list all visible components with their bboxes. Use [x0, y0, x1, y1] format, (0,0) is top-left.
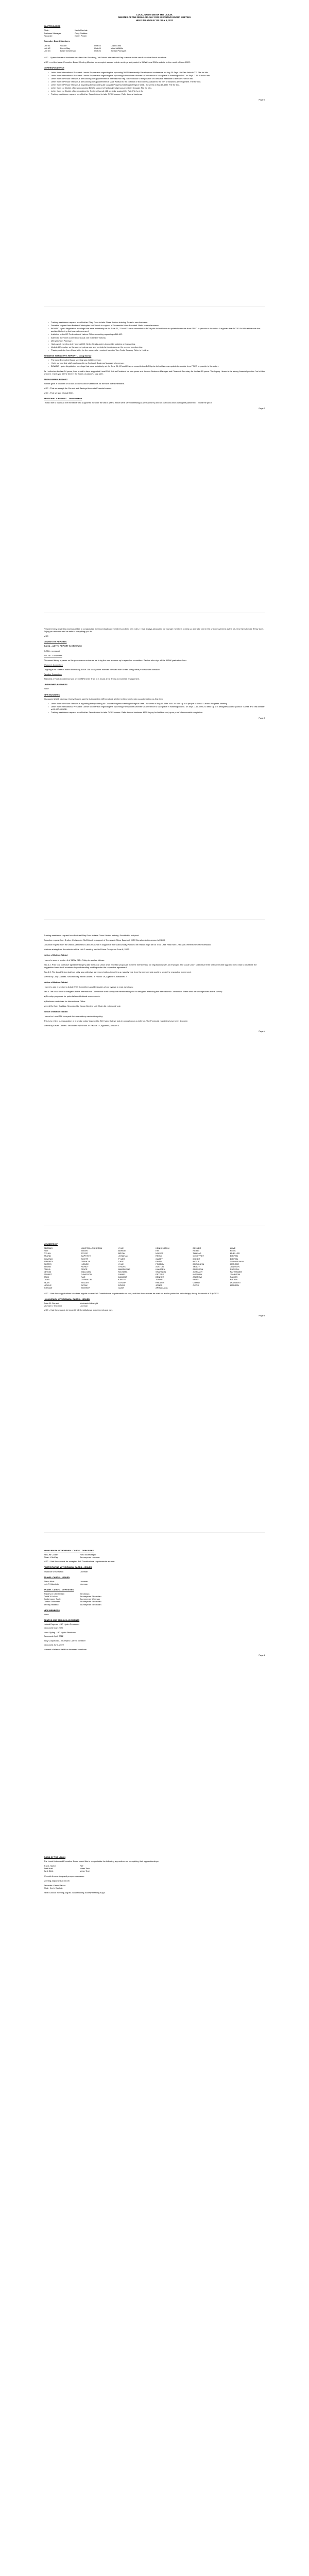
page-number: Page 1 — [259, 98, 265, 101]
member-name: DORIS — [118, 1283, 125, 1286]
travel-issued-heading: TRAVEL CARDS – ISSUED — [44, 1575, 70, 1579]
member-trade: Meter Tech — [80, 1870, 90, 1873]
member-name: GEOFFREY — [193, 1255, 204, 1258]
treasurer-heading: TREASURER'S REPORT — [44, 378, 68, 381]
officer-name: Karen Parker — [75, 34, 87, 37]
motion-intro: I move for Local 258 to repeal their mandatory vaccination policy. — [44, 1014, 104, 1018]
list-item: • Letter from IVP Russ Shewchuk announcing the appointment of Mark Watson to the position of Executive Assistant to the IVP of Business Development. File for info. — [48, 80, 265, 83]
motion-intro: I move to amend section 4 of IBEW 258's Policy to read as follows: — [44, 958, 105, 961]
unfinished-heading: UNFINISHED BUSINESS — [44, 683, 68, 686]
member-name: LAMPSON-GUNESON — [81, 1247, 102, 1250]
member-trade: Journeyman Electrician — [80, 1600, 101, 1603]
member-name: FORDRY — [156, 1262, 164, 1265]
officer-role: Business Manager: — [44, 31, 62, 35]
member-name: CUNNINGHAM — [230, 1260, 245, 1263]
member-name: JONES — [156, 1283, 163, 1286]
member-name: PAULA — [44, 1267, 50, 1270]
member-name: DEVON — [44, 1270, 52, 1274]
member-name: LOVE — [230, 1247, 236, 1250]
member-name: MERCER — [230, 1262, 239, 1265]
member-name: JORDANY — [193, 1270, 203, 1274]
president-line: MSC — [44, 635, 48, 638]
member-name: CAREY — [156, 1257, 163, 1260]
member-trade: Lineman — [80, 1570, 88, 1573]
officer-list — [44, 29, 265, 37]
member-name: ROY — [44, 1249, 48, 1252]
member-name: JANSSEN — [230, 1265, 240, 1268]
unfinished-text: None — [44, 687, 49, 690]
member-name: JORDAN — [44, 1286, 53, 1289]
death-date: Deceased April, 2022 — [44, 1635, 64, 1638]
new-business-heading: NEW BUSINESS — [44, 693, 60, 696]
member-name: Bradley G Christensen — [44, 1592, 65, 1596]
paragraph: Training assistance request from Brother Riley Ross to take Class II driver training. Provided to recipient. — [44, 934, 140, 937]
death-name: Jody Colquhoun – BC Hydro Current Member — [44, 1639, 85, 1642]
member-name: QUAN — [118, 1286, 125, 1289]
exec-name: Jordan Plonsgart — [111, 49, 127, 53]
member-name: BROWN — [230, 1255, 238, 1258]
member-name: DYLAN — [44, 1252, 51, 1255]
page-4 — [44, 920, 265, 1226]
member-name: RAMOS — [230, 1276, 238, 1279]
member-name: DANA — [44, 1278, 50, 1281]
membership-heading: MEMBERSHIP — [44, 1243, 58, 1245]
list-item: • Updated Executive on the current grievances and provided a breakdown on the current membership. — [48, 346, 265, 348]
member-name: GERRATIN — [81, 1278, 92, 1281]
member-trade: Field Storekeeper — [80, 1553, 96, 1556]
motion-vote: Moved by Kevan Daniels. Seconded by D.Ross. In Favour 12, Against 5, Abstain 3. — [44, 1024, 120, 1027]
list-item: • Had a work meeting to try and get BC Hydro Headquarters to provide updates on bargaining. — [48, 343, 265, 345]
member-name: BROWN — [230, 1257, 238, 1260]
member-name: MANSEN — [230, 1283, 239, 1286]
list-item — [44, 1870, 265, 1872]
motion-vote: Moved By Cody Gaddas. Seconded by Kevan Daniels Unit Chair did not record vote. — [44, 1004, 122, 1007]
membership-note: MSC – that these applications take their regular course if all Constitutional requirements are met, and that these names be read out and/or posted on website/app during the month of July 2022. — [44, 1292, 219, 1295]
member-name: RUSSELL — [230, 1267, 239, 1270]
member-name: KAYLEE — [118, 1278, 126, 1281]
member-name: Kels JM Coulter — [44, 1553, 59, 1556]
opening-paragraph: MSC – not the issue. Executive Board Meeting Minutes be accepted as read out at meetings and posted to IBEW Local 258's website in the month of June 2022. — [44, 61, 191, 64]
member-name: BRAND — [44, 1255, 52, 1258]
member-name: JOHAHAN — [118, 1255, 128, 1258]
member-name: CURTIS — [44, 1262, 52, 1265]
paragraph: Donation request from the Vancouver District Labour Council in support of their Labour Day Picnic to be held on Sept 5th at Trout Lake Park from 12 to 4pm. Refer for more information. — [44, 943, 212, 946]
page-5 — [44, 1226, 265, 1533]
member-trade: Journeyman Wireman — [80, 1598, 100, 1601]
member-name: BAPTISTE — [81, 1255, 91, 1258]
member-name: TYLER — [118, 1257, 125, 1260]
committee-text: Attended a Youth Conference put on by IBEW 230. Train in a broad area. Trying to increase engagement. — [44, 677, 140, 681]
member-trade: Meter Tech — [80, 1867, 90, 1870]
member-name: FAT — [156, 1249, 160, 1252]
exec-name: Mike McMillin — [111, 47, 123, 50]
list-item: • Thank you letter from Ciara Miller for the money she received from the Tom Fortin Bursary. Refer to Hotline. — [48, 349, 265, 351]
member-name: Brian EL Dorand — [44, 1302, 59, 1305]
member-name: TRACY — [193, 1265, 200, 1268]
member-trade: Journeyman Electrician — [80, 1603, 101, 1606]
list-item: • Letter from IVP Russ Shewchuk regarding the upcoming All Canada Progress Meeting in Regina Sask., the week of Aug 15-18th. MSC to take up to 8 people to the All Canada Progress Meeting. — [48, 702, 265, 705]
membership-grid — [44, 1247, 265, 1289]
list-item: • Met with Tom Paterson. — [48, 340, 265, 342]
member-name: DAMARA — [118, 1276, 127, 1279]
member-name: REIHN — [193, 1249, 199, 1252]
member-name: KENNINGTON — [156, 1247, 169, 1250]
correspondence-heading: CORRESPONDENCE — [44, 66, 64, 70]
member-name: PRICE — [81, 1267, 88, 1270]
list-item: • Donation request from Brother Christopher McClintock in support of Oceanside Minor Baseball. Refer to new business. — [48, 324, 265, 327]
list-item — [44, 1570, 265, 1573]
motion-intro: I move to add a section to Article V(1) Committees and Delegates of our bylaws to read as follows: — [44, 986, 133, 989]
member-name: RAE — [81, 1276, 85, 1279]
member-name: MILLIGAN — [81, 1270, 91, 1274]
member-name: Travis Hoebe — [44, 1865, 56, 1868]
list-item: • Training assistance request from Brother Riley Ross to take Class II driver training. Refer to new business. — [48, 321, 265, 324]
motion-text: b) Endorse candidates for International Office. — [44, 999, 86, 1003]
list-item: • Letter from IVP Russ Shewchuk announcing the appointment of International Rep. Mike vdBoss to the position of Executive Assistant to the IVP. File for info. — [48, 77, 265, 80]
member-name: NORMAN — [193, 1273, 202, 1276]
list-item: • I held our monthly staff meeting with my Assistant Business Managers in person. — [48, 362, 265, 364]
motion-text: Sec.4.3. The Local Union shall not ratify any collective agreement without receiving a majority vote from the membership working under the respective agreement. — [44, 970, 192, 973]
member-name: RHODES — [156, 1281, 165, 1284]
member-name: JOHNSON — [230, 1273, 241, 1276]
member-name: JOYCE — [81, 1252, 88, 1255]
list-item: • Training assistance request from Brother Sean Koland to take OFA 2 course. Refer to new business. MSC to pay for half the cost, upon proof of successful completion. — [48, 711, 265, 714]
paragraph: Motions arising from the minutes of the Unit 2 meeting held in Prince George on June 8, 2022. — [44, 948, 130, 951]
president-heading: PRESIDENT'S REPORT – Dave McMinn — [44, 397, 82, 400]
recorder-signature: Recorder: Karen Parker — [44, 1884, 66, 1887]
member-name: NICOLE — [44, 1283, 52, 1286]
death-date: Deceased June, 2022 — [44, 1643, 64, 1646]
exec-name: Vacant — [60, 44, 67, 47]
committee-text: Ongoing fund raiser of bottle drive using IBEW 258 local phone number. Involved with United Way partial process with donation. — [44, 668, 160, 671]
motion-text: a) Develop proposals for potential constitutional amendments. — [44, 995, 100, 998]
member-name: Brett Hoel — [44, 1867, 53, 1870]
member-name: TAYLOR — [118, 1281, 127, 1284]
list-item — [44, 1304, 265, 1307]
member-name: GRANT — [193, 1281, 200, 1284]
member-name: PATTENDEN — [230, 1270, 243, 1274]
member-name: NORDY — [81, 1265, 89, 1268]
member-name: NADON — [230, 1278, 238, 1281]
opening-paragraph: MSC - Opened order of business for Adam Van Steinburg, 1st District International Rep to swear in the new Executive Board members. — [44, 56, 167, 59]
page-2 — [44, 307, 265, 613]
hw-deposited-heading: HONOURARY WITHDRAWAL CARDS – DEPOSITED — [44, 1549, 94, 1552]
title-line-3: HELD IN LANGLEY ON JULY 5, 2022 — [136, 19, 173, 22]
member-name: ANDREW — [193, 1276, 202, 1279]
member-name: MEIER — [81, 1249, 88, 1252]
member-name: Michael C Tenpenni — [44, 1304, 62, 1308]
member-name: PETERS — [156, 1273, 164, 1276]
member-name: SCOTT — [81, 1257, 88, 1260]
member-name: DOMINIC — [44, 1257, 53, 1260]
new-members-heading: NEW MEMBERS — [44, 1608, 60, 1612]
member-trade: Lineman — [80, 1582, 88, 1585]
page-3 — [44, 613, 265, 920]
exec-unit: Unit #5 — [94, 47, 101, 50]
cards-note: MSC – that these cards be issued if all Constitutional requirements are met. — [44, 1309, 113, 1312]
bm-report-list — [48, 359, 265, 367]
member-name: NOISES — [156, 1252, 164, 1255]
death-entry — [44, 1639, 265, 1646]
member-name: KYLE — [118, 1247, 124, 1250]
member-name: KAYLA — [193, 1260, 199, 1263]
member-name: HODGE — [81, 1262, 89, 1265]
good-of-union-thanks: We wish them a long and prosperous career. — [44, 1874, 85, 1877]
list-item: • Letter from 1st District office regarding the System Council #11 on strike against CN Rail. File for info. — [48, 90, 265, 92]
member-name: BROOKLYN — [193, 1262, 204, 1265]
death-name: Leland Engman – BC Hydro Pensioner — [44, 1622, 79, 1625]
motion-text: Sec.3 The local union's delegates to the International Convention shall survey the membership prior to delegates attending the International Convention. There shall be two objectives to the survey: — [44, 990, 222, 993]
member-name: ABRAMS — [44, 1247, 53, 1250]
member-name: SHANNON — [156, 1270, 166, 1274]
exec-name: Brian Gieserman — [60, 49, 76, 53]
member-name: TEGAN — [44, 1265, 51, 1268]
member-name: DOUMONT — [230, 1281, 241, 1284]
page-1 — [44, 0, 265, 307]
member-name: Curtis Lowry Scott — [44, 1598, 61, 1601]
member-trade: Electrician — [80, 1592, 90, 1596]
new-business-list — [48, 702, 265, 714]
member-name: Clinton Grinshead — [44, 1600, 61, 1603]
member-name: JEFFREY — [44, 1260, 53, 1263]
member-trade: Lineman — [80, 1304, 88, 1308]
new-business-text: Discussed Unit 1 vacancy. Corey Higgins said he is interested. Will send out a letter inviting him to join us and meeting as first item. — [44, 697, 164, 700]
president-line: I would like to thank all the members who supported me over the last 4 years, which were very interesting as we had to try and run our local union during the pandemic. I found the job of — [44, 401, 212, 404]
member-name: JACK — [44, 1276, 49, 1279]
adjourn-time: Meeting adjourned at: 16:05 — [44, 1879, 70, 1882]
list-item: • Letter from International President Lonnie Stephenson regarding the upcoming International Women's Conference to take place in Washington D.C. on Sept. 7-10. File for Info. — [48, 74, 265, 77]
good-of-union-text: The Local Union and Executive Board would like to congratulate the following apprentices on completing their apprenticeships: — [44, 1860, 159, 1863]
page-number: Page 5 — [259, 1314, 265, 1317]
document — [44, 0, 265, 2145]
member-name: TRAVIS — [118, 1265, 126, 1268]
title-line-2: MINUTES OF THE REGULAR JULY 2022 EXECUTIVE BOARD MEETING — [118, 16, 191, 19]
new-members-text: None — [44, 1613, 49, 1616]
motion-vote: Moved By Cody Gaddas. Seconded by Kevin Daniels. In Favour 19, Against 0, Abstained 2. — [44, 975, 128, 978]
deaths-heading: DEATHS AND SERIOUS ACCIDENTS — [44, 1618, 80, 1621]
treasurer-line: MSC - That we pay Mutual Billet. — [44, 392, 74, 395]
member-name — [230, 1283, 265, 1289]
death-entry — [44, 1623, 265, 1629]
exec-unit: Unit #1 — [44, 44, 50, 47]
member-name: David V Kr Lee — [44, 1595, 58, 1598]
hw-issued-heading: HONOURARY WITHDRAWAL CARDS – ISSUED — [44, 1297, 90, 1300]
death-date: Deceased May, 2022 — [44, 1626, 63, 1630]
member-name: BEHLER — [193, 1247, 201, 1250]
paragraph: Donation request from Brother Christopher McClintock in support of Oceanside Minor Baseball. MSC Donation in the amount of $500. — [44, 939, 166, 942]
member-name: GEOS — [193, 1283, 199, 1286]
member-name: STUART — [44, 1273, 52, 1276]
list-item: • BKW/BC Hydro Negotiation meetings that were tentatively set for June 21, 22 and 23 were cancelled as BC Hydro did not have an updated mandate from PSEC to provide to the union. It appears that BCGEU's 99% strike vote has assisted in having that mandate renewed. — [48, 327, 265, 332]
member-name: DUNEZ — [193, 1257, 200, 1260]
member-name: Luis R Valentain — [44, 1582, 59, 1585]
member-name: DAVIDSON — [81, 1273, 92, 1276]
committee-label: JLATA – A&TTC REPORT for IBEW 258 — [44, 645, 82, 648]
officer-name: Kevin Duchak — [75, 29, 88, 32]
member-name: Jeremy Hillsend — [44, 1603, 59, 1606]
committee-heading: COMMITTEE REPORTS — [44, 640, 67, 643]
list-item: • Attended the Youth Conference Local 230 hosted in Victoria. — [48, 336, 265, 339]
list-item: • Invitation to the BC Federation of Labour Officers meeting regarding a Bill 400. — [48, 333, 265, 335]
list-item — [44, 1583, 265, 1585]
motion-text: Sec.4.2. Prior to a collective agreement expiry date the Local Union shall entertain proposals from the membership for negotiations with an employer. The Local Union shall utilize their website/mobile app and the e-mail to distribute the suggestion forms to all members in good standing working under the respective agreement. — [44, 963, 257, 969]
list-item: • Letter from 1st District office announcing IBEW's support of National Indigenous month in Canada. File for info. — [48, 87, 265, 89]
list-item: • The June Executive Board Meeting was held in person. — [48, 359, 265, 361]
officer-name: Cody Gaddas — [75, 31, 88, 35]
officer-row — [44, 35, 265, 37]
member-name: REES — [230, 1249, 236, 1252]
page-number: Page 2 — [259, 407, 265, 410]
member-name: KYLE — [118, 1262, 124, 1265]
exec-heading: Executive Board Members: — [44, 39, 71, 42]
member-name: DANIEL — [118, 1273, 126, 1276]
member-name: TUNNELL — [156, 1278, 165, 1281]
member-name: REHLY — [156, 1255, 163, 1258]
list-item: • BKW/BC Hydro Negotiation meetings that were tentatively set for June 21, 22 and 23 were cancelled as BC Hydro did not have an updated mandate from PSEC to provide to the union. — [48, 365, 265, 367]
death-name: Hans Opting – BC Hydro Pensioner — [44, 1631, 77, 1634]
correspondence-list — [48, 71, 265, 96]
bm-report-closing: As I reflect on the last 24 years, I am proud to have supported Local 258; first as President for nine years and then as Business Manager and Financial Secretary for the last 15 years. The legacy I leave is the strong financial position I've left the union in. I wish you all the best in the future, as always, stay safe. — [44, 369, 265, 375]
list-item: • Letter from IVP Russ Shewchuk regarding the upcoming All Canada Progress Meeting in Regina Sask., the week of Aug 15-18th. File for info. — [48, 83, 265, 86]
member-trade: Mechanic-Millwright — [80, 1302, 98, 1305]
exec-unit: Unit #2 — [44, 47, 50, 50]
member-name: BOWKER — [81, 1286, 91, 1289]
treasurer-line: Bonnie gave a rundown of all our accounts and investments for the new board members. — [44, 382, 125, 385]
member-name: SCOW — [81, 1283, 88, 1286]
page-7 — [44, 1839, 265, 2145]
document-title — [44, 13, 265, 22]
member-name: MADELEINE — [118, 1267, 130, 1270]
exec-grid — [44, 44, 265, 52]
page-6 — [44, 1533, 265, 1839]
member-name: ARRIAGADA — [156, 1286, 168, 1289]
member-name: MICHAEL — [118, 1270, 128, 1274]
member-name: MUELLER — [230, 1252, 240, 1255]
committee-label: JETTBC Committee — [44, 654, 62, 657]
treasurer-line: MSC - That we accept the Current and Savings Accounts Financial control. — [44, 386, 112, 389]
motion-heading: Notice of Motion: Tabled — [44, 1010, 68, 1013]
president-line: President very rewarding and would like to congratulate the incoming board members on their new roles. I have always advocated for younger members to step up and take part in the union movement as the future is theirs to lose if they don't. Enjoy your summer and be safe in everything you do. — [44, 628, 264, 633]
member-name: BRYAN — [118, 1252, 126, 1255]
motion-text: This is to reflect our separation of a similar policy imposed by BC Hydro that we took in opposition as a defence. The Provincial mandates have been dropped. — [44, 1019, 188, 1022]
page-number: Page 6 — [259, 1653, 265, 1656]
member-name — [193, 1283, 228, 1289]
member-name: BRANDON — [193, 1267, 203, 1270]
bm-report-heading: BUSINESS MANAGER'S REPORT – Doug McKay — [44, 354, 92, 358]
list-item: • Training assistance request from Brother Sean Koland to take OFA 2 course. Refer to new business. — [48, 93, 265, 95]
officer-role: Chair: — [44, 29, 49, 32]
list-item: • Letter from International President Lonnie Stephenson regarding the upcoming 2022 Membership Development conference on Aug 30-Sept 1 in San Antonio TX. File for Info. — [48, 71, 265, 74]
title-line-1: LOCAL UNION 258 OF THE I.B.E.W. — [136, 13, 173, 16]
pwc-heading: PARTICIPATING WITHDRAWAL CARDS – ISSUED — [44, 1566, 92, 1569]
member-name: BENNER — [156, 1276, 164, 1279]
list-item: • Letter from International President Lonnie Stephenson regarding the upcoming International Women's Conference to take place in Washington D.C. on Sept. 7-10. MSC to send up to 4 delegates and to sponsor "Coffee and Tea Breaks" at $1000.00 USD. — [48, 705, 265, 710]
exec-name: Derek May — [60, 47, 71, 50]
member-name: Stuart L McKay — [44, 1556, 58, 1559]
exec-name: Lloyd Clark — [111, 44, 122, 47]
attendance-heading: IN ATTENDANCE — [44, 25, 61, 28]
list-item — [44, 1603, 265, 1606]
member-trade: Journeyman Electrician — [80, 1595, 101, 1598]
member-name: BERNIE — [118, 1249, 126, 1252]
member-trade: PLT — [80, 1865, 84, 1868]
chair-signature: Chair: Kevin Duchak — [44, 1886, 63, 1889]
page-number: Page 4 — [259, 1030, 265, 1033]
member-name: EWELL — [156, 1260, 163, 1263]
committee-label: Resolve Committee — [44, 673, 62, 676]
committee-text: JLATA - no report — [44, 649, 60, 652]
next-meeting: Next E-Board meeting August 3 and Holding Society meeting Aug 4 — [44, 1891, 106, 1894]
member-name: Janit Stibit — [44, 1870, 54, 1873]
exec-unit: Unit #6 — [94, 49, 101, 53]
member-name: Shannon W Sewchuk — [44, 1570, 64, 1573]
travel-deposited-heading: TRAVEL CARDS – DEPOSITED — [44, 1588, 74, 1591]
committee-label: Women's Committee — [44, 663, 63, 666]
moment-of-silence: Moment of silence held for deceased members. — [44, 1648, 88, 1651]
death-entry — [44, 1631, 265, 1637]
officer-role: Recorder: — [44, 34, 53, 37]
motion-heading: Notice of Motion: Tabled — [44, 954, 68, 957]
exec-unit: Unit #3 — [44, 49, 50, 53]
page-number: Page 3 — [259, 717, 265, 720]
correspondence-list-continued — [48, 321, 265, 351]
member-name: CHAD — [118, 1260, 124, 1263]
list-item — [44, 1556, 265, 1558]
member-name: KLASSEN — [156, 1267, 165, 1270]
member-name: CRAW JR — [81, 1260, 91, 1263]
good-of-union-heading: GOOD OF THE UNION — [44, 1856, 65, 1858]
member-trade: Journeyman Lineman — [80, 1556, 100, 1559]
member-name: BRAD — [193, 1278, 199, 1281]
cards-note: MSC – that these cards be accepted if all Constitutional requirements are met. — [44, 1560, 115, 1563]
motion-heading: Notice of Motion: Tabled — [44, 981, 68, 984]
member-name: Shron Kilds — [44, 1580, 55, 1583]
committee-text: Discussed taking a pause on the governance review as we bring the new sponsor up to speed on committee. Review who sign off the IBEW graduation form. — [44, 658, 187, 662]
member-trade: Lineman — [80, 1580, 88, 1583]
member-name: THANAS — [193, 1252, 201, 1255]
member-name: ALSTON — [156, 1265, 164, 1268]
exec-unit: Unit #4 — [94, 44, 101, 47]
member-name: SUZUKI — [81, 1281, 89, 1284]
member-name: SEAN — [44, 1281, 49, 1284]
